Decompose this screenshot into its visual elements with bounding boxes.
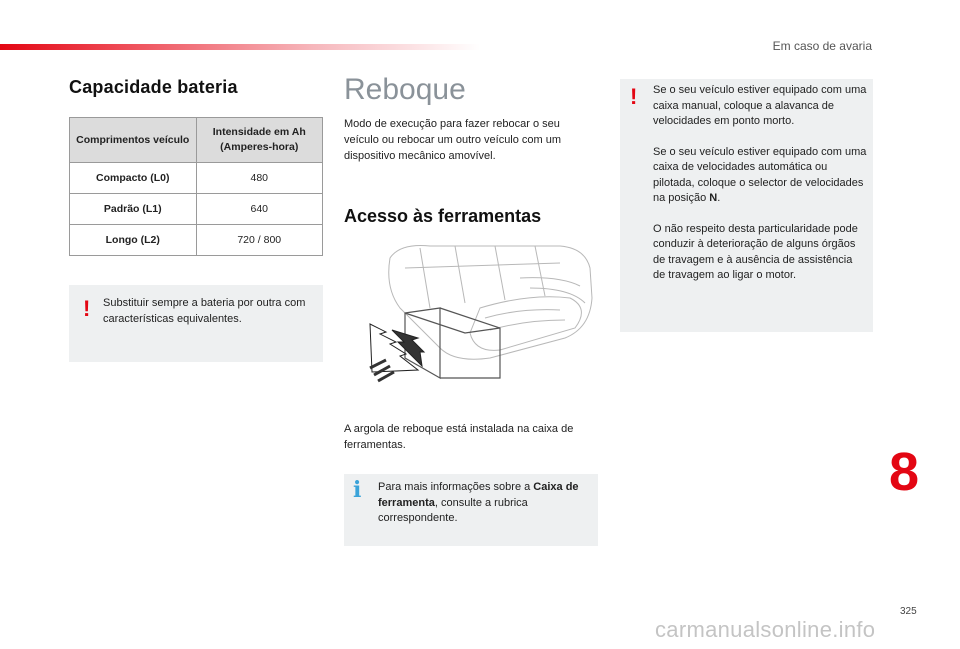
info-text-bold: Caixa de ferramenta xyxy=(378,481,579,509)
cell-capacity: 720 / 800 xyxy=(196,225,323,256)
info-icon: i xyxy=(353,477,362,503)
warning-icon: ! xyxy=(83,296,91,321)
table-row xyxy=(70,194,323,225)
battery-warning-text: Substituir sempre a bateria por outra com características equivalentes. xyxy=(103,297,306,325)
tools-info-text xyxy=(378,480,590,527)
towing-intro: Modo de execução para fazer rebocar o seu veículo ou rebocar um outro veículo com um dispositivo mecânico amovível. xyxy=(344,118,562,162)
battery-heading: Capacidade bateria xyxy=(69,77,238,97)
towing-heading: Reboque xyxy=(344,73,466,106)
table-header-row xyxy=(70,118,323,163)
watermark: carmanualsonline.info xyxy=(655,617,876,642)
cell-model: Compacto (L0) xyxy=(70,163,197,194)
cell-model: Padrão (L1) xyxy=(70,194,197,225)
gear-warning-consequence: O não respeito desta particularidade pode conduzir à deterioração de alguns órgãos de travagem e à ausência de assistência de travagem ao ligar o motor. xyxy=(653,222,858,281)
gear-warning-automatic xyxy=(653,145,867,207)
table-row xyxy=(70,163,323,194)
page-number: 325 xyxy=(900,606,917,617)
info-text-suffix: , consulte a rubrica correspondente. xyxy=(378,496,528,524)
cell-model: Longo (L2) xyxy=(70,225,197,256)
tools-heading: Acesso às ferramentas xyxy=(344,206,542,226)
warning-icon: ! xyxy=(630,84,638,109)
gear-warning-text xyxy=(653,83,867,284)
column-header-capacity: Intensidade em Ah (Amperes-hora) xyxy=(196,118,323,163)
cell-capacity: 640 xyxy=(196,194,323,225)
tools-caption: A argola de reboque está instalada na caixa de ferramentas. xyxy=(344,423,574,451)
automatic-text-suffix: . xyxy=(717,192,721,204)
gear-warning-manual: Se o seu veículo estiver equipado com uma caixa manual, coloque a alavanca de velocidades em ponto morto. xyxy=(653,84,867,127)
cell-capacity: 480 xyxy=(196,163,323,194)
table-row xyxy=(70,225,323,256)
battery-table xyxy=(69,117,323,256)
toolbox-illustration xyxy=(360,238,600,398)
chapter-number: 8 xyxy=(889,442,920,502)
info-text-prefix: Para mais informações sobre a xyxy=(378,481,534,493)
section-title: Em caso de avaria xyxy=(772,39,872,53)
gear-position-n: N xyxy=(709,192,718,204)
column-header-length: Comprimentos veículo xyxy=(70,118,197,163)
automatic-text-prefix: Se o seu veículo estiver equipado com uma caixa de velocidades automática ou pilotada, coloque o selector de velocidades na posição xyxy=(653,145,867,204)
header-accent-bar xyxy=(0,44,480,50)
